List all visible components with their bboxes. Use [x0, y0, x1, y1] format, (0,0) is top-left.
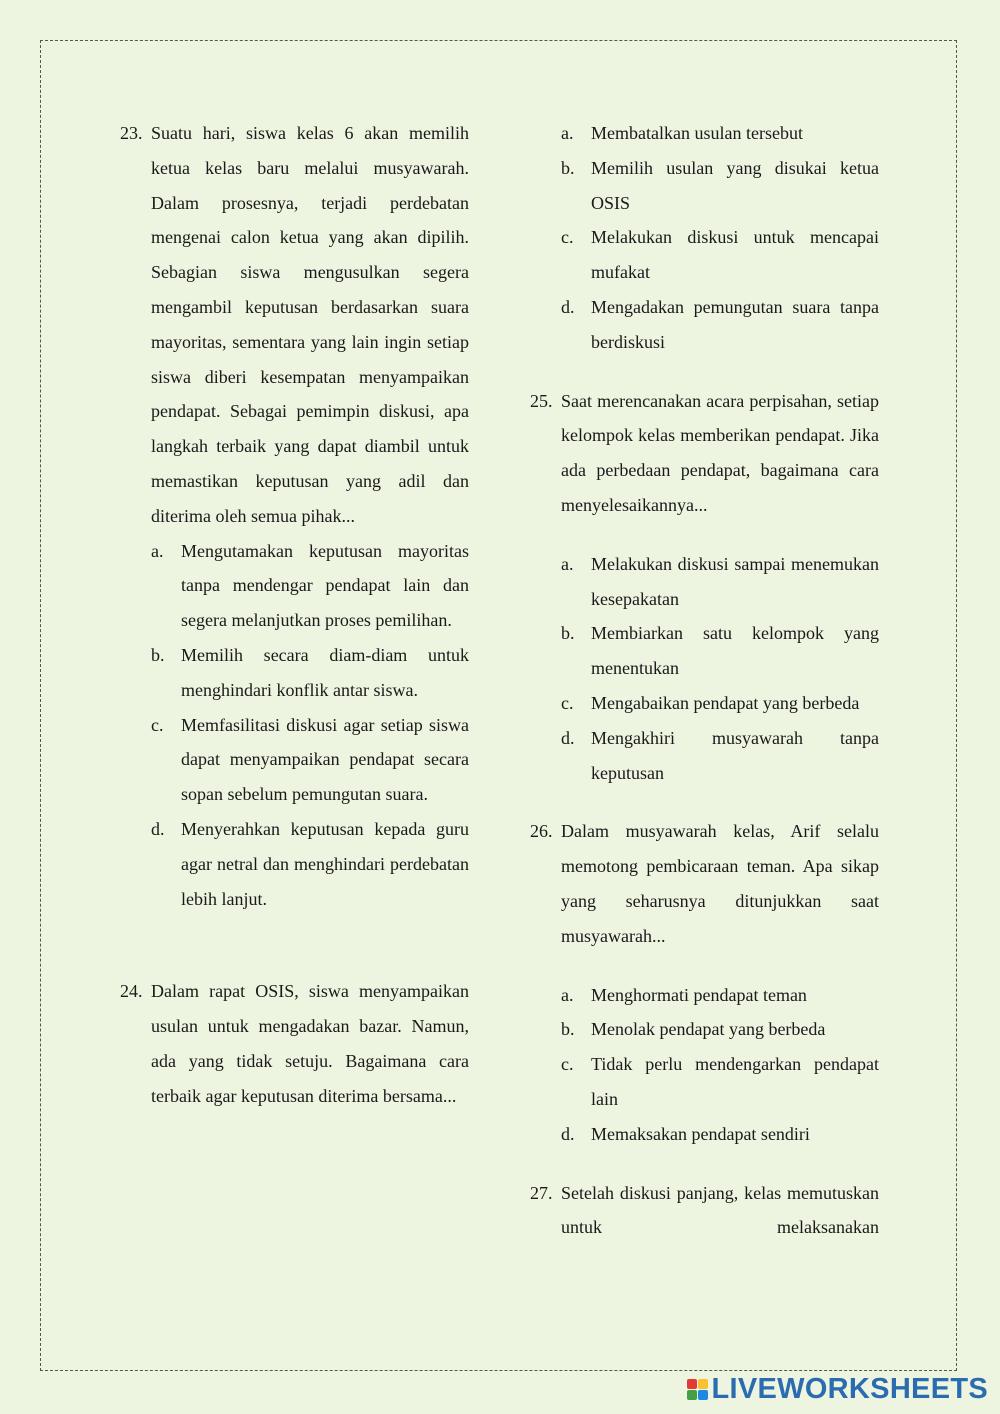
- option-c[interactable]: [561, 686, 879, 721]
- option-letter: a.: [561, 984, 574, 1005]
- option-text: Menolak pendapat yang berbeda: [591, 1019, 826, 1040]
- option-a[interactable]: [561, 978, 879, 1013]
- option-letter: c.: [151, 714, 164, 735]
- logo-text: LIVEWORKSHEETS: [711, 1373, 988, 1405]
- option-b[interactable]: [151, 638, 469, 708]
- option-letter: a.: [561, 553, 574, 574]
- option-text: Melakukan diskusi sampai menemukan kesepakatan: [591, 553, 879, 609]
- question-text: Setelah diskusi panjang, kelas memutuskan untuk melaksanakan: [561, 1182, 879, 1238]
- option-letter: c.: [561, 227, 574, 248]
- option-letter: a.: [151, 540, 164, 561]
- option-text: Melakukan diskusi untuk mencapai mufakat: [591, 227, 879, 283]
- logo-mark-yellow: [698, 1379, 708, 1389]
- option-a[interactable]: [151, 534, 469, 638]
- question-text: Dalam rapat OSIS, siswa menyampaikan usulan untuk mengadakan bazar. Namun, ada yang tidak setuju. Bagaimana cara terbaik agar keputusan diterima bersama...: [151, 981, 469, 1106]
- option-letter: d.: [151, 818, 165, 839]
- option-text: Memaksakan pendapat sendiri: [591, 1123, 810, 1144]
- option-text: Memilih usulan yang disukai ketua OSIS: [591, 157, 879, 213]
- option-d[interactable]: [151, 812, 469, 916]
- option-letter: d.: [561, 296, 575, 317]
- option-d[interactable]: [561, 290, 879, 360]
- option-b[interactable]: [561, 151, 879, 221]
- right-column: [530, 116, 879, 1245]
- question-24: [120, 974, 469, 1113]
- question-23: [120, 116, 469, 916]
- option-letter: b.: [151, 644, 165, 665]
- option-letter: d.: [561, 727, 575, 748]
- option-text: Mengakhiri musyawarah tanpa keputusan: [591, 727, 879, 783]
- option-text: Tidak perlu mendengarkan pendapat lain: [591, 1054, 879, 1109]
- question-25: [530, 384, 879, 791]
- option-a[interactable]: [561, 547, 879, 617]
- question-number: 26.: [530, 821, 553, 842]
- option-text: Mengabaikan pendapat yang berbeda: [591, 692, 860, 713]
- option-letter: b.: [561, 157, 575, 178]
- logo-mark-green: [687, 1390, 697, 1400]
- option-list: [561, 978, 879, 1152]
- question-number: 25.: [530, 390, 553, 411]
- logo-mark-red: [687, 1379, 697, 1389]
- option-text: Menyerahkan keputusan kepada guru agar netral dan menghindari perdebatan lebih lanjut.: [181, 818, 469, 909]
- question-27: [530, 1176, 879, 1246]
- option-text: Menghormati pendapat teman: [591, 984, 807, 1005]
- option-letter: b.: [561, 623, 575, 644]
- question-text: Suatu hari, siswa kelas 6 akan memilih ketua kelas baru melalui musyawarah. Dalam prosesnya, terjadi perdebatan mengenai calon ketua yang akan dipilih. Sebagian siswa mengusulkan segera mengambil keputusan berdasarkan suara mayoritas, sementara yang lain ingin setiap siswa diberi kesempatan menyampaikan pendapat. Sebagai pemimpin diskusi, apa langkah terbaik yang dapat diambil untuk memastikan keputusan yang adil dan diterima oleh semua pihak...: [151, 123, 469, 526]
- option-text: Memilih secara diam-diam untuk menghindari konflik antar siswa.: [181, 644, 469, 700]
- option-list: [151, 534, 469, 917]
- question-number: 23.: [120, 123, 143, 143]
- option-letter: d.: [561, 1123, 575, 1144]
- option-letter: a.: [561, 123, 574, 143]
- option-text: Membatalkan usulan tersebut: [591, 123, 803, 143]
- option-b[interactable]: [561, 616, 879, 686]
- option-text: Membiarkan satu kelompok yang menentukan: [591, 623, 879, 679]
- option-a[interactable]: [561, 116, 879, 151]
- question-number: 27.: [530, 1182, 553, 1203]
- option-d[interactable]: [561, 721, 879, 791]
- option-letter: b.: [561, 1019, 575, 1040]
- option-text: Mengadakan pemungutan suara tanpa berdiskusi: [591, 296, 879, 352]
- left-column: [120, 116, 469, 1114]
- logo-mark-blue: [698, 1390, 708, 1400]
- question-text: Saat merencanakan acara perpisahan, setiap kelompok kelas memberikan pendapat. Jika ada perbedaan pendapat, bagaimana cara menyelesaikannya...: [561, 390, 879, 515]
- question-number: 24.: [120, 981, 143, 1002]
- question-26: [530, 814, 879, 1151]
- option-c[interactable]: [151, 708, 469, 812]
- option-list: [561, 116, 879, 360]
- option-text: Mengutamakan keputusan mayoritas tanpa mendengar pendapat lain dan segera melanjutkan proses pemilihan.: [181, 540, 469, 631]
- question-24-options: [530, 116, 879, 360]
- option-d[interactable]: [561, 1117, 879, 1152]
- question-text: Dalam musyawarah kelas, Arif selalu memotong pembicaraan teman. Apa sikap yang seharusnya ditunjukkan saat musyawarah...: [561, 821, 879, 946]
- option-c[interactable]: [561, 220, 879, 290]
- option-list: [561, 547, 879, 791]
- option-c[interactable]: [561, 1047, 879, 1117]
- option-letter: c.: [561, 692, 574, 713]
- option-text: Memfasilitasi diskusi agar setiap siswa dapat menyampaikan pendapat secara sopan sebelum pemungutan suara.: [181, 714, 469, 805]
- option-letter: c.: [561, 1054, 574, 1075]
- logo-mark-icon: [687, 1379, 708, 1400]
- liveworksheets-logo: [687, 1373, 989, 1406]
- option-b[interactable]: [561, 1012, 879, 1047]
